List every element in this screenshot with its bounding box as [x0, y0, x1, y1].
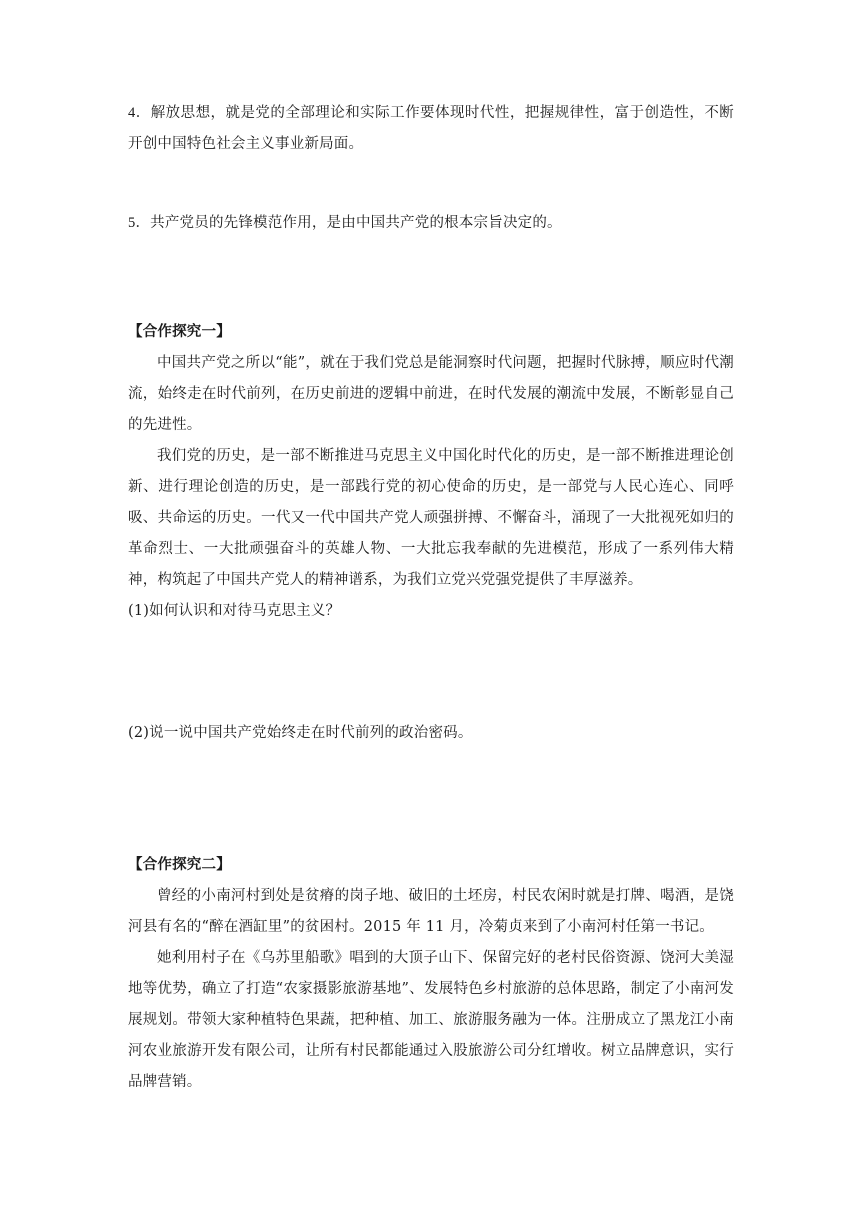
item-4-number: 4． [128, 105, 151, 121]
section-cooperative-inquiry-2 [128, 850, 734, 1098]
item-4 [128, 98, 734, 160]
section-1-question-2: (2)说一说中国共产党始终走在时代前列的政治密码。 [128, 725, 473, 741]
section-1-question-2-block [128, 718, 734, 749]
section-cooperative-inquiry-1 [128, 317, 734, 627]
section-2-paragraph-1: 曾经的小南河村到处是贫瘠的岗子地、破旧的土坯房，村民农闲时就是打牌、喝酒，是饶河县有名的“醉在酒缸里”的贫困村。2015 年 11 月，冷菊贞来到了小南河村任第一书记。 [128, 888, 734, 935]
section-2-paragraph-2: 她利用村子在《乌苏里船歌》唱到的大顶子山下、保留完好的老村民俗资源、饶河大美湿地等优势，确立了打造“农家摄影旅游基地”、发展特色乡村旅游的总体思路，制定了小南河发展规划。带领大家种植特色果蔬，把种植、加工、旅游服务融为一体。注册成立了黑龙江小南河农业旅游开发有限公司，让所有村民都能通过入股旅游公司分红增收。树立品牌意识，实行品牌营销。 [128, 950, 734, 1090]
item-5-text: 共产党员的先锋模范作用，是由中国共产党的根本宗旨决定的。 [150, 215, 562, 231]
section-1-heading: 【合作探究一】 [128, 324, 231, 340]
item-4-text: 解放思想，就是党的全部理论和实际工作要体现时代性，把握规律性，富于创造性，不断开创中国特色社会主义事业新局面。 [128, 105, 735, 152]
item-5-number: 5． [128, 215, 151, 231]
section-1-paragraph-1: 中国共产党之所以“能”，就在于我们党总是能洞察时代问题，把握时代脉搏，顺应时代潮流，始终走在时代前列，在历史前进的逻辑中前进，在时代发展的潮流中发展，不断彰显自己的先进性。 [128, 355, 734, 433]
section-2-heading: 【合作探究二】 [128, 857, 231, 873]
section-1-paragraph-2: 我们党的历史，是一部不断推进马克思主义中国化时代化的历史，是一部不断推进理论创新、进行理论创造的历史，是一部践行党的初心使命的历史，是一部党与人民心连心、同呼吸、共命运的历史。一代又一代中国共产党人顽强拼搏、不懈奋斗，涌现了一大批视死如归的革命烈士、一大批顽强奋斗的英雄人物、一大批忘我奉献的先进模范，形成了一系列伟大精神，构筑起了中国共产党人的精神谱系，为我们立党兴党强党提供了丰厚滋养。 [128, 448, 734, 588]
item-5 [128, 208, 734, 239]
section-1-question-1: (1)如何认识和对待马克思主义？ [128, 603, 341, 619]
